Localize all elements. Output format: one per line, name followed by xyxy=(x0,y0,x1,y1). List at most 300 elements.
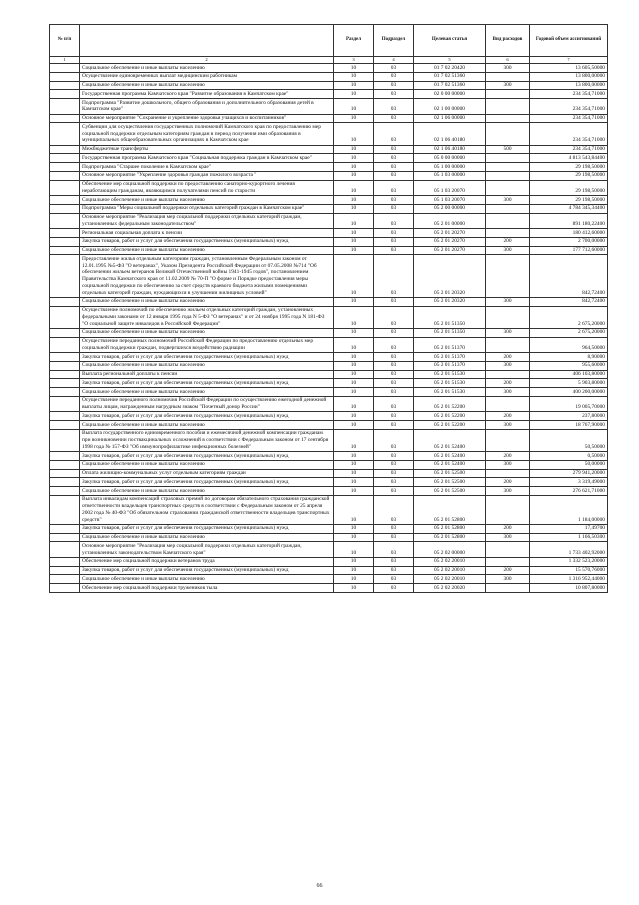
row-section: 10 xyxy=(334,469,374,478)
column-number: 3 xyxy=(334,57,374,64)
table-row xyxy=(50,99,608,115)
row-subsection: 03 xyxy=(374,460,414,469)
row-name: Закупка товаров, работ и услуг для обеспечения государственных (муниципальных) нужд xyxy=(80,353,334,362)
row-number xyxy=(50,114,80,123)
row-article: 05 2 01 52800 xyxy=(414,524,486,533)
row-amount: 4 813 543,84400 xyxy=(530,154,608,163)
row-subsection: 03 xyxy=(374,90,414,99)
row-article: 05 2 01 52400 xyxy=(414,460,486,469)
row-amount: 13 605,50000 xyxy=(530,64,608,73)
row-subsection: 03 xyxy=(374,396,414,412)
row-amount: 279 941,20000 xyxy=(530,469,608,478)
header-expense-type: Вид расходов xyxy=(486,25,530,57)
row-expense-type: 200 xyxy=(486,353,530,362)
row-subsection: 03 xyxy=(374,452,414,461)
row-number xyxy=(50,370,80,379)
row-amount: 29 198,50000 xyxy=(530,196,608,205)
table-row xyxy=(50,353,608,362)
budget-table xyxy=(49,24,608,593)
row-subsection: 03 xyxy=(374,487,414,496)
row-subsection: 03 xyxy=(374,72,414,81)
row-section: 10 xyxy=(334,154,374,163)
row-number xyxy=(50,469,80,478)
row-number xyxy=(50,533,80,542)
row-expense-type: 300 xyxy=(486,460,530,469)
row-article: 02 0 00 00000 xyxy=(414,90,486,99)
row-article: 05 2 01 20320 xyxy=(414,255,486,298)
row-number xyxy=(50,478,80,487)
row-name: Субвенции для осуществления государственных полномочий Камчатского края по предоставлению мер социальной поддержки отдельным категориям граждан в период получения ими образования в муниципальных общеобразовательных организациях в Камчатском крае xyxy=(80,123,334,145)
row-amount: 19 005,70000 xyxy=(530,396,608,412)
table-row xyxy=(50,557,608,566)
row-section: 10 xyxy=(334,584,374,593)
row-article: 01 7 02 51360 xyxy=(414,72,486,81)
row-amount: 177 712,60000 xyxy=(530,246,608,255)
row-section: 10 xyxy=(334,388,374,397)
row-subsection: 03 xyxy=(374,255,414,298)
column-number: 7 xyxy=(530,57,608,64)
row-expense-type: 200 xyxy=(486,379,530,388)
row-name: Социальное обеспечение и иные выплаты населению xyxy=(80,421,334,430)
row-expense-type xyxy=(486,306,530,328)
row-section: 10 xyxy=(334,229,374,238)
row-name: Закупка товаров, работ и услуг для обеспечения государственных (муниципальных) нужд xyxy=(80,237,334,246)
row-number xyxy=(50,566,80,575)
row-expense-type: 300 xyxy=(486,81,530,90)
row-section: 10 xyxy=(334,90,374,99)
row-amount: 10 807,80000 xyxy=(530,584,608,593)
row-article: 05 2 02 20010 xyxy=(414,566,486,575)
row-section: 10 xyxy=(334,163,374,172)
row-name: Закупка товаров, работ и услуг для обеспечения государственных (муниципальных) нужд xyxy=(80,379,334,388)
row-article: 05 2 02 20020 xyxy=(414,584,486,593)
row-subsection: 03 xyxy=(374,123,414,145)
row-number xyxy=(50,99,80,115)
row-number xyxy=(50,388,80,397)
row-expense-type xyxy=(486,542,530,558)
table-row xyxy=(50,337,608,353)
table-row xyxy=(50,379,608,388)
row-number xyxy=(50,123,80,145)
table-row xyxy=(50,114,608,123)
row-expense-type: 200 xyxy=(486,566,530,575)
row-subsection: 03 xyxy=(374,421,414,430)
row-expense-type xyxy=(486,495,530,524)
row-article: 05 2 01 51370 xyxy=(414,361,486,370)
row-subsection: 03 xyxy=(374,204,414,213)
row-expense-type xyxy=(486,396,530,412)
row-subsection: 03 xyxy=(374,361,414,370)
header-subsection: Подраздел xyxy=(374,25,414,57)
row-section: 10 xyxy=(334,171,374,180)
row-amount: 0,50000 xyxy=(530,452,608,461)
table-row xyxy=(50,328,608,337)
table-row xyxy=(50,495,608,524)
column-number: 1 xyxy=(50,57,80,64)
row-section: 10 xyxy=(334,237,374,246)
row-number xyxy=(50,337,80,353)
row-subsection: 03 xyxy=(374,557,414,566)
row-section: 10 xyxy=(334,297,374,306)
row-name: Оплата жилищно-коммунальных услуг отдельным категориям граждан xyxy=(80,469,334,478)
row-number xyxy=(50,72,80,81)
row-expense-type xyxy=(486,154,530,163)
row-number xyxy=(50,64,80,73)
row-section: 10 xyxy=(334,452,374,461)
row-article: 05 2 01 51370 xyxy=(414,353,486,362)
row-section: 10 xyxy=(334,213,374,229)
row-subsection: 03 xyxy=(374,533,414,542)
row-article: 05 1 03 00000 xyxy=(414,171,486,180)
row-subsection: 03 xyxy=(374,196,414,205)
row-section: 10 xyxy=(334,361,374,370)
row-section: 10 xyxy=(334,542,374,558)
row-article: 05 2 01 52500 xyxy=(414,478,486,487)
row-name: Государственная программа Камчатского края "Социальная поддержка граждан в Камчатском крае" xyxy=(80,154,334,163)
row-name: Социальное обеспечение и иные выплаты населению xyxy=(80,361,334,370)
row-article: 02 1 06 40180 xyxy=(414,123,486,145)
row-name: Выплата инвалидам компенсаций страховых премий по договорам обязательного страхования гражданской ответственности владельцев транспортных средств в соответствии с Федеральным законом от 25 апреля 2002 года № 40-ФЗ "Об обязательном страховании гражданской ответственности владельцев транспортных средств" xyxy=(80,495,334,524)
row-amount: 1 184,00000 xyxy=(530,495,608,524)
row-number xyxy=(50,495,80,524)
header-amount: Годовой объем ассигнований xyxy=(530,25,608,57)
row-number xyxy=(50,163,80,172)
row-section: 10 xyxy=(334,196,374,205)
row-amount: 13 800,00000 xyxy=(530,72,608,81)
row-amount: 29 198,50000 xyxy=(530,180,608,196)
row-number xyxy=(50,557,80,566)
row-expense-type: 300 xyxy=(486,533,530,542)
row-number xyxy=(50,213,80,229)
row-name: Обеспечение мер социальной поддержки по предоставлению санаторно-курортного лечения неработающим гражданам, являющимся получателями пенсий по старости xyxy=(80,180,334,196)
table-row xyxy=(50,388,608,397)
row-number xyxy=(50,487,80,496)
column-number: 4 xyxy=(374,57,414,64)
row-number xyxy=(50,452,80,461)
row-subsection: 03 xyxy=(374,478,414,487)
table-row xyxy=(50,584,608,593)
row-section: 10 xyxy=(334,145,374,154)
column-number-row xyxy=(50,57,608,64)
row-subsection: 03 xyxy=(374,495,414,524)
row-article: 05 2 02 00000 xyxy=(414,542,486,558)
row-expense-type xyxy=(486,213,530,229)
row-name: Социальное обеспечение и иные выплаты населению xyxy=(80,460,334,469)
row-amount: 29 198,50000 xyxy=(530,163,608,172)
row-number xyxy=(50,246,80,255)
row-subsection: 03 xyxy=(374,388,414,397)
row-number xyxy=(50,255,80,298)
row-name: Государственная программа Камчатского края "Развитие образования в Камчатском крае" xyxy=(80,90,334,99)
row-number xyxy=(50,584,80,593)
row-amount: 2 675,20000 xyxy=(530,328,608,337)
table-row xyxy=(50,64,608,73)
row-expense-type xyxy=(486,557,530,566)
row-expense-type: 300 xyxy=(486,575,530,584)
row-name: Выплата государственного единовременного пособия и ежемесячной денежной компенсации гражданам при возникновении поствакцинальных осложнений в соответствии с Федеральным законом от 17 сентября 1998 года № 157-ФЗ "Об иммунопрофилактике инфекционных болезней" xyxy=(80,429,334,451)
row-expense-type xyxy=(486,72,530,81)
row-name: Социальное обеспечение и иные выплаты населению xyxy=(80,328,334,337)
row-name: Социальное обеспечение и иные выплаты населению xyxy=(80,196,334,205)
row-subsection: 03 xyxy=(374,370,414,379)
row-number xyxy=(50,145,80,154)
table-row xyxy=(50,524,608,533)
row-name: Закупка товаров, работ и услуг для обеспечения государственных (муниципальных) нужд xyxy=(80,524,334,533)
row-number xyxy=(50,379,80,388)
row-article: 05 2 01 20270 xyxy=(414,246,486,255)
row-section: 10 xyxy=(334,460,374,469)
row-amount: 964,50000 xyxy=(530,337,608,353)
table-row xyxy=(50,421,608,430)
row-subsection: 03 xyxy=(374,237,414,246)
row-expense-type: 300 xyxy=(486,388,530,397)
table-row xyxy=(50,154,608,163)
row-amount: 842,72400 xyxy=(530,255,608,298)
row-section: 10 xyxy=(334,379,374,388)
row-section: 10 xyxy=(334,306,374,328)
row-section: 10 xyxy=(334,114,374,123)
row-number xyxy=(50,421,80,430)
row-expense-type xyxy=(486,229,530,238)
row-number xyxy=(50,412,80,421)
row-section: 10 xyxy=(334,353,374,362)
row-number xyxy=(50,180,80,196)
row-subsection: 03 xyxy=(374,229,414,238)
row-name: Предоставление жилья отдельным категориям граждан, установленным Федеральным законом от 12.01.1995 №5-ФЗ "О ветеранах", Указом Президента Российской Федерации от 07.05.2008 №714 "Об обеспечении жильем ветеранов Великой Отечественной войны 1941-1945 годов", постановлением Правительства Камчатского края от 11.02.2009 № 70-П "О форме и Порядке предоставления меры социальной поддержки по обеспечению за счет средств краевого бюджета жилыми помещениями отдельных категорий граждан, нуждающихся в улучшении жилищных условий" xyxy=(80,255,334,298)
row-article: 05 0 00 00000 xyxy=(414,154,486,163)
row-section: 10 xyxy=(334,204,374,213)
page-number: 66 xyxy=(316,883,323,889)
row-name: Закупка товаров, работ и услуг для обеспечения государственных (муниципальных) нужд xyxy=(80,566,334,575)
row-amount: 237,80000 xyxy=(530,412,608,421)
table-row xyxy=(50,255,608,298)
row-subsection: 03 xyxy=(374,575,414,584)
row-article: 05 2 00 00000 xyxy=(414,204,486,213)
table-row xyxy=(50,306,608,328)
row-article: 01 7 02 20420 xyxy=(414,64,486,73)
row-section: 10 xyxy=(334,180,374,196)
row-article: 05 2 02 20010 xyxy=(414,557,486,566)
row-expense-type xyxy=(486,163,530,172)
header-article: Целевая статья xyxy=(414,25,486,57)
row-amount: 234 354,71000 xyxy=(530,114,608,123)
row-article: 05 2 01 52200 xyxy=(414,421,486,430)
header-section: Раздел xyxy=(334,25,374,57)
row-expense-type: 300 xyxy=(486,421,530,430)
table-row xyxy=(50,297,608,306)
row-number xyxy=(50,575,80,584)
column-number: 2 xyxy=(80,57,334,64)
column-number: 5 xyxy=(414,57,486,64)
row-number xyxy=(50,353,80,362)
row-expense-type: 300 xyxy=(486,196,530,205)
row-expense-type: 300 xyxy=(486,328,530,337)
row-amount: 234 354,71000 xyxy=(530,145,608,154)
row-section: 10 xyxy=(334,328,374,337)
row-amount: 234 354,71000 xyxy=(530,90,608,99)
row-section: 10 xyxy=(334,421,374,430)
table-row xyxy=(50,460,608,469)
row-amount: 13 800,00000 xyxy=(530,81,608,90)
row-article: 05 2 01 51370 xyxy=(414,337,486,353)
row-number xyxy=(50,524,80,533)
table-row xyxy=(50,469,608,478)
row-article: 05 2 01 20320 xyxy=(414,297,486,306)
row-expense-type xyxy=(486,337,530,353)
row-number xyxy=(50,542,80,558)
row-amount: 180 412,60000 xyxy=(530,229,608,238)
row-name: Социальное обеспечение и иные выплаты населению xyxy=(80,575,334,584)
row-section: 10 xyxy=(334,429,374,451)
row-article: 05 2 01 51350 xyxy=(414,328,486,337)
row-article: 02 1 06 00000 xyxy=(414,114,486,123)
row-name: Социальное обеспечение и иные выплаты населению xyxy=(80,297,334,306)
row-expense-type xyxy=(486,171,530,180)
row-article: 05 2 01 52400 xyxy=(414,429,486,451)
row-article: 05 2 01 51530 xyxy=(414,379,486,388)
row-amount: 400 200,00000 xyxy=(530,388,608,397)
row-section: 10 xyxy=(334,81,374,90)
row-number xyxy=(50,154,80,163)
row-section: 10 xyxy=(334,487,374,496)
row-name: Закупка товаров, работ и услуг для обеспечения государственных (муниципальных) нужд xyxy=(80,412,334,421)
table-row xyxy=(50,90,608,99)
row-subsection: 03 xyxy=(374,99,414,115)
row-name: Основное мероприятие "Реализация мер социальной поддержки отдельных категорий граждан, установленных федеральным законодательством" xyxy=(80,213,334,229)
row-article: 05 2 01 00000 xyxy=(414,213,486,229)
row-article: 05 2 01 51530 xyxy=(414,388,486,397)
row-expense-type xyxy=(486,99,530,115)
row-expense-type: 300 xyxy=(486,64,530,73)
row-expense-type: 500 xyxy=(486,145,530,154)
row-article: 05 1 03 20070 xyxy=(414,180,486,196)
table-row xyxy=(50,123,608,145)
table-row xyxy=(50,370,608,379)
row-name: Подпрограмма "Развитие дошкольного, общего образования и дополнительного образования детей в Камчатском крае" xyxy=(80,99,334,115)
table-row xyxy=(50,72,608,81)
row-name: Выплата региональной доплаты к пенсии xyxy=(80,370,334,379)
table-row xyxy=(50,145,608,154)
row-number xyxy=(50,229,80,238)
row-article: 05 2 01 52200 xyxy=(414,396,486,412)
row-expense-type xyxy=(486,114,530,123)
row-article: 05 1 03 20070 xyxy=(414,196,486,205)
row-subsection: 03 xyxy=(374,64,414,73)
row-amount: 17,49700 xyxy=(530,524,608,533)
row-subsection: 03 xyxy=(374,379,414,388)
row-section: 10 xyxy=(334,566,374,575)
row-name: Социальное обеспечение и иные выплаты населению xyxy=(80,533,334,542)
table-row xyxy=(50,396,608,412)
row-number xyxy=(50,90,80,99)
row-article: 02 1 00 00000 xyxy=(414,99,486,115)
row-expense-type: 200 xyxy=(486,524,530,533)
table-row xyxy=(50,412,608,421)
table-row xyxy=(50,361,608,370)
row-amount: 50,00000 xyxy=(530,460,608,469)
row-amount: 276 621,71000 xyxy=(530,487,608,496)
row-section: 10 xyxy=(334,255,374,298)
row-subsection: 03 xyxy=(374,154,414,163)
table-row xyxy=(50,246,608,255)
row-subsection: 03 xyxy=(374,469,414,478)
row-expense-type xyxy=(486,370,530,379)
table-row xyxy=(50,452,608,461)
row-name: Обеспечение мер социальной поддержки ветеранов труда xyxy=(80,557,334,566)
row-name: Осуществление единовременных выплат медицинским работникам xyxy=(80,72,334,81)
row-article: 05 2 01 52800 xyxy=(414,533,486,542)
row-number xyxy=(50,171,80,180)
row-section: 10 xyxy=(334,337,374,353)
row-article: 05 2 01 20270 xyxy=(414,237,486,246)
row-section: 10 xyxy=(334,524,374,533)
row-subsection: 03 xyxy=(374,429,414,451)
row-subsection: 03 xyxy=(374,81,414,90)
row-name: Социальное обеспечение и иные выплаты населению xyxy=(80,388,334,397)
row-subsection: 03 xyxy=(374,328,414,337)
row-subsection: 03 xyxy=(374,542,414,558)
row-subsection: 03 xyxy=(374,145,414,154)
row-article: 05 1 00 00000 xyxy=(414,163,486,172)
row-name: Основное мероприятие "Реализация мер социальной поддержки отдельных категорий граждан, установленных законодательством Камчатского края" xyxy=(80,542,334,558)
row-name: Подпрограмма "Старшее поколение в Камчатском крае" xyxy=(80,163,334,172)
table-row xyxy=(50,204,608,213)
row-number xyxy=(50,196,80,205)
row-amount: 29 198,50000 xyxy=(530,171,608,180)
row-section: 10 xyxy=(334,495,374,524)
table-row xyxy=(50,533,608,542)
row-section: 10 xyxy=(334,123,374,145)
row-subsection: 03 xyxy=(374,412,414,421)
row-article: 05 2 01 51530 xyxy=(414,370,486,379)
table-row xyxy=(50,237,608,246)
row-article: 05 2 01 52400 xyxy=(414,452,486,461)
row-name: Осуществление переданных полномочий Российской Федерации по предоставлению отдельных мер социальной поддержки граждан, подвергшихся воздействию радиации xyxy=(80,337,334,353)
row-number xyxy=(50,204,80,213)
table-row xyxy=(50,196,608,205)
row-expense-type: 300 xyxy=(486,297,530,306)
row-name: Закупка товаров, работ и услуг для обеспечения государственных (муниципальных) нужд xyxy=(80,452,334,461)
header-num: № п/п xyxy=(50,25,80,57)
row-expense-type xyxy=(486,429,530,451)
row-expense-type: 200 xyxy=(486,452,530,461)
row-number xyxy=(50,237,80,246)
row-section: 10 xyxy=(334,396,374,412)
table-row xyxy=(50,81,608,90)
row-name: Социальное обеспечение и иные выплаты населению xyxy=(80,246,334,255)
row-amount: 1 316 952,44000 xyxy=(530,575,608,584)
row-article: 05 2 01 51350 xyxy=(414,306,486,328)
row-expense-type: 300 xyxy=(486,246,530,255)
row-article: 05 2 01 52500 xyxy=(414,487,486,496)
row-subsection: 03 xyxy=(374,213,414,229)
header-name xyxy=(80,25,334,57)
row-number xyxy=(50,328,80,337)
row-subsection: 03 xyxy=(374,584,414,593)
row-name: Межбюджетные трансферты xyxy=(80,145,334,154)
row-subsection: 03 xyxy=(374,246,414,255)
row-name: Подпрограмма "Меры социальной поддержки отдельных категорий граждан в Камчатском крае" xyxy=(80,204,334,213)
row-expense-type: 200 xyxy=(486,237,530,246)
row-amount: 2 700,00000 xyxy=(530,237,608,246)
row-section: 10 xyxy=(334,412,374,421)
row-amount: 406 103,80000 xyxy=(530,370,608,379)
row-name: Осуществление переданного полномочия Российской Федерации по осуществлению ежегодной денежной выплаты лицам, награжденным нагрудным знаком "Почетный донор России" xyxy=(80,396,334,412)
row-amount: 1 166,50300 xyxy=(530,533,608,542)
row-expense-type xyxy=(486,584,530,593)
column-number: 6 xyxy=(486,57,530,64)
row-section: 10 xyxy=(334,72,374,81)
